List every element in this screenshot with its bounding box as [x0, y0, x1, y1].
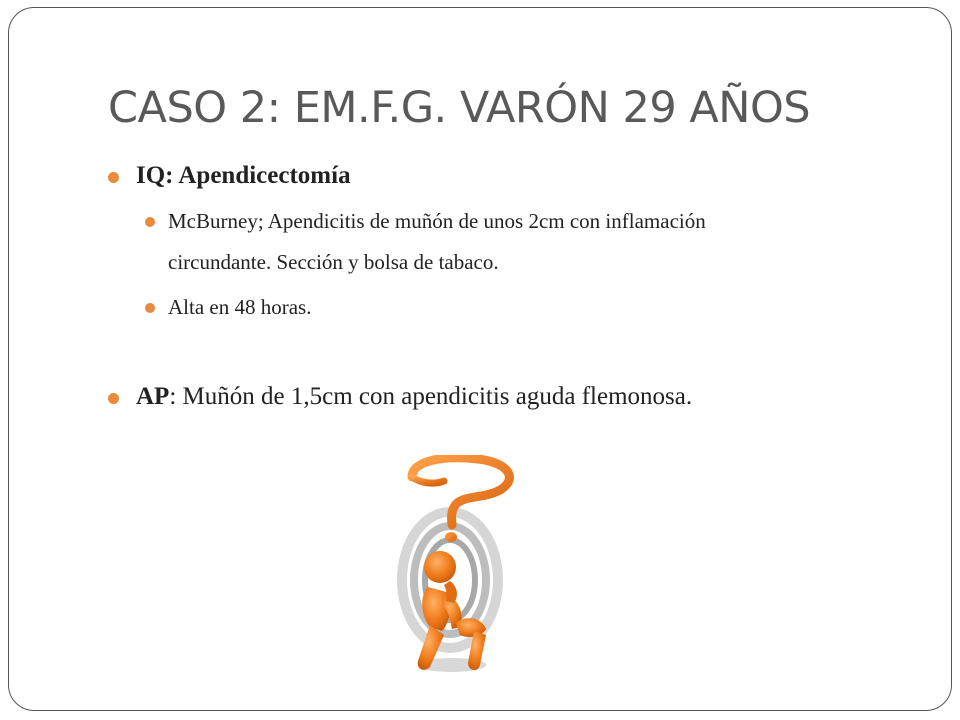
sub-bullet-dot — [145, 303, 155, 313]
bullet-dot — [108, 172, 119, 183]
slide-title: CASO 2: EM.F.G. VARÓN 29 AÑOS — [108, 83, 811, 133]
bullet-ap — [136, 381, 692, 413]
ap-label: AP — [136, 383, 170, 410]
bullet-dot — [108, 393, 119, 404]
bullet-mcburney-line1: McBurney; Apendicitis de muñón de unos 2cm con inflamación — [168, 209, 706, 233]
bullet-iq: IQ: Apendicectomía — [136, 162, 351, 189]
ap-text: : Muñón de 1,5cm con apendicitis aguda flemonosa. — [169, 383, 693, 410]
sub-bullet-dot — [145, 217, 155, 227]
bullet-alta: Alta en 48 horas. — [168, 295, 312, 319]
bullet-mcburney-line2: circundante. Sección y bolsa de tabaco. — [168, 250, 499, 274]
thinking-person-question-mark-icon — [390, 455, 540, 685]
